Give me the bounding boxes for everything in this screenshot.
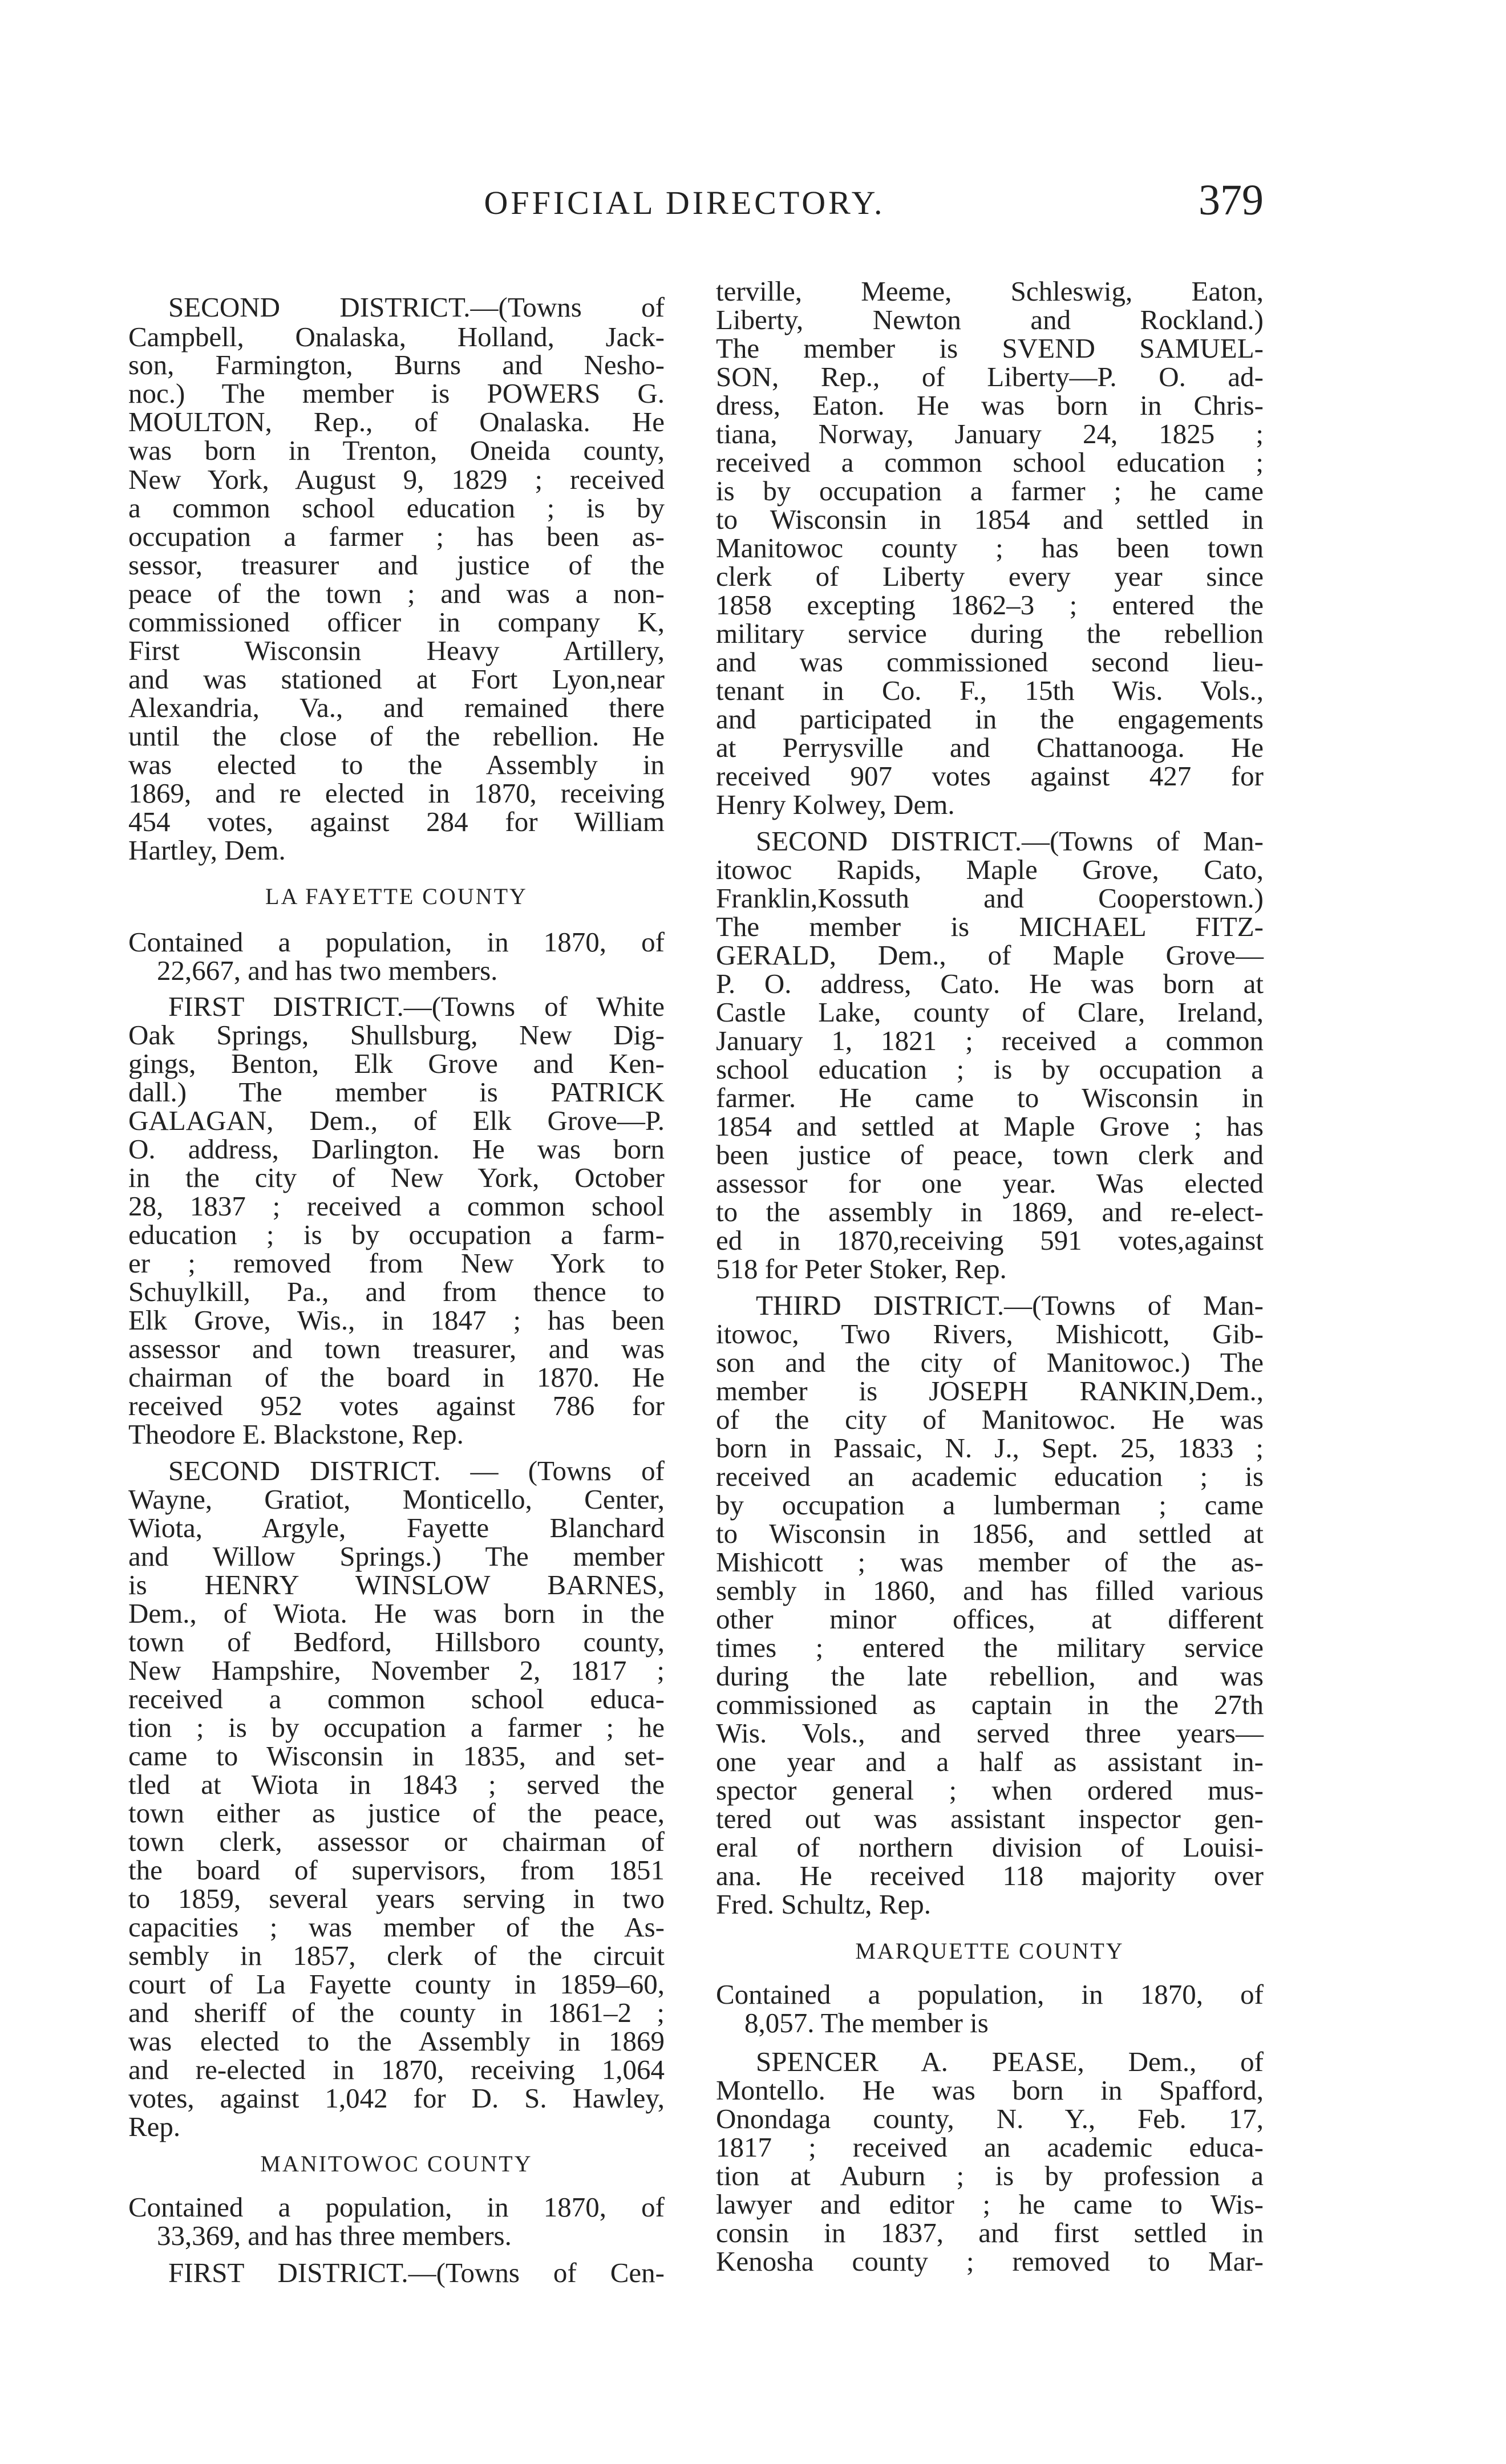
paragraph-line: Contained a population, in 1870, of bbox=[128, 926, 665, 958]
paragraph-line: times ; entered the military service bbox=[716, 1632, 1264, 1663]
paragraph-line: Campbell, Onalaska, Holland, Jack- bbox=[128, 321, 665, 352]
paragraph-line: noc.) The member is POWERS G. bbox=[128, 378, 665, 409]
paragraph-line: Alexandria, Va., and remained there bbox=[128, 692, 665, 723]
paragraph-line: 454 votes, against 284 for William bbox=[128, 806, 665, 837]
paragraph-line: Contained a population, in 1870, of bbox=[716, 1979, 1264, 2010]
page-number: 379 bbox=[1199, 176, 1264, 224]
paragraph-line: Schuylkill, Pa., and from thence to bbox=[128, 1276, 665, 1307]
paragraph-line: 28, 1837 ; received a common school bbox=[128, 1190, 665, 1222]
paragraph-line: Mishicott ; was member of the as- bbox=[716, 1546, 1264, 1578]
paragraph-line: Wayne, Gratiot, Monticello, Center, bbox=[128, 1484, 665, 1515]
paragraph-line: was born in Trenton, Oneida county, bbox=[128, 435, 665, 466]
paragraph-line: eral of northern division of Louisi- bbox=[716, 1831, 1264, 1863]
paragraph-line: Rep. bbox=[128, 2111, 181, 2142]
paragraph-line: to 1859, several years serving in two bbox=[128, 1883, 665, 1914]
paragraph-line: received a common school educa- bbox=[128, 1683, 665, 1715]
paragraph-line: member is JOSEPH RANKIN,Dem., bbox=[716, 1375, 1264, 1407]
paragraph-line: FIRST DISTRICT.—(Towns of White bbox=[168, 991, 665, 1022]
paragraph-line: tiana, Norway, January 24, 1825 ; bbox=[716, 418, 1264, 449]
paragraph-line: tion at Auburn ; is by profession a bbox=[716, 2160, 1264, 2191]
paragraph-line: clerk of Liberty every year since bbox=[716, 561, 1264, 592]
paragraph-line: Hartley, Dem. bbox=[128, 834, 286, 866]
paragraph-line: terville, Meeme, Schleswig, Eaton, bbox=[716, 275, 1264, 307]
paragraph-line: Oak Springs, Shullsburg, New Dig- bbox=[128, 1019, 665, 1051]
paragraph-line: lawyer and editor ; he came to Wis- bbox=[716, 2189, 1264, 2220]
running-header: OFFICIAL DIRECTORY. bbox=[484, 184, 885, 221]
paragraph-line: spector general ; when ordered mus- bbox=[716, 1774, 1264, 1806]
paragraph-line: tled at Wiota in 1843 ; served the bbox=[128, 1769, 665, 1800]
paragraph-line: Montello. He was born in Spafford, bbox=[716, 2074, 1264, 2106]
paragraph-line: SECOND DISTRICT. — (Towns of bbox=[168, 1455, 665, 1486]
paragraph-line: and was commissioned second lieu- bbox=[716, 646, 1264, 678]
paragraph-line: is by occupation a farmer ; he came bbox=[716, 475, 1264, 506]
paragraph-line: commissioned officer in company K, bbox=[128, 606, 665, 638]
paragraph-line: assessor for one year. Was elected bbox=[716, 1168, 1264, 1199]
paragraph-line: gings, Benton, Elk Grove and Ken- bbox=[128, 1048, 665, 1079]
paragraph-line: Wis. Vols., and served three years— bbox=[716, 1717, 1264, 1749]
paragraph-line: came to Wisconsin in 1835, and set- bbox=[128, 1740, 665, 1772]
paragraph-line: commissioned as captain in the 27th bbox=[716, 1689, 1264, 1720]
paragraph-line: Kenosha county ; removed to Mar- bbox=[716, 2246, 1264, 2277]
paragraph-line: Elk Grove, Wis., in 1847 ; has been bbox=[128, 1304, 665, 1336]
paragraph-line: and was stationed at Fort Lyon,near bbox=[128, 663, 665, 695]
paragraph-line: 1817 ; received an academic educa- bbox=[716, 2131, 1264, 2163]
paragraph-line: Contained a population, in 1870, of bbox=[128, 2191, 665, 2223]
paragraph-line: peace of the town ; and was a non- bbox=[128, 578, 665, 609]
paragraph-line: First Wisconsin Heavy Artillery, bbox=[128, 635, 665, 666]
paragraph-line: and re-elected in 1870, receiving 1,064 bbox=[128, 2054, 665, 2085]
left-column bbox=[128, 0, 665, 2464]
paragraph-line: 22,667, and has two members. bbox=[157, 955, 498, 986]
paragraph-line: The member is SVEND SAMUEL- bbox=[716, 333, 1264, 364]
paragraph-line: MOULTON, Rep., of Onalaska. He bbox=[128, 406, 665, 437]
paragraph-line: New Hampshire, November 2, 1817 ; bbox=[128, 1655, 665, 1686]
paragraph-line: 1869, and re elected in 1870, receiving bbox=[128, 777, 665, 809]
paragraph-line: itowoc Rapids, Maple Grove, Cato, bbox=[716, 854, 1264, 885]
paragraph-line: er ; removed from New York to bbox=[128, 1247, 665, 1279]
paragraph-line: SECOND DISTRICT.—(Towns of Man- bbox=[756, 825, 1264, 857]
paragraph-line: of the city of Manitowoc. He was bbox=[716, 1404, 1264, 1435]
paragraph-line: was elected to the Assembly in bbox=[128, 749, 665, 780]
paragraph-line: SPENCER A. PEASE, Dem., of bbox=[756, 2046, 1264, 2077]
paragraph-line: THIRD DISTRICT.—(Towns of Man- bbox=[756, 1290, 1264, 1321]
right-column bbox=[716, 0, 1264, 2464]
paragraph-line: to Wisconsin in 1856, and settled at bbox=[716, 1518, 1264, 1549]
paragraph-line: military service during the rebellion bbox=[716, 618, 1264, 649]
paragraph-line: received 952 votes against 786 for bbox=[128, 1390, 665, 1421]
paragraph-line: and participated in the engagements bbox=[716, 703, 1264, 735]
paragraph-line: P. O. address, Cato. He was born at bbox=[716, 968, 1264, 999]
paragraph-line: Franklin,Kossuth and Cooperstown.) bbox=[716, 882, 1264, 914]
paragraph-line: Castle Lake, county of Clare, Ireland, bbox=[716, 996, 1264, 1028]
paragraph-line: tion ; is by occupation a farmer ; he bbox=[128, 1712, 665, 1743]
county-heading: MANITOWOC COUNTY bbox=[260, 2151, 533, 2177]
paragraph-line: Henry Kolwey, Dem. bbox=[716, 789, 955, 820]
paragraph-line: GERALD, Dem., of Maple Grove— bbox=[716, 939, 1264, 971]
paragraph-line: votes, against 1,042 for D. S. Hawley, bbox=[128, 2082, 665, 2114]
paragraph-line: one year and a half as assistant in- bbox=[716, 1746, 1264, 1777]
paragraph-line: son and the city of Manitowoc.) The bbox=[716, 1347, 1264, 1378]
paragraph-line: sembly in 1860, and has filled various bbox=[716, 1575, 1264, 1606]
paragraph-line: 1854 and settled at Maple Grove ; has bbox=[716, 1111, 1264, 1142]
paragraph-line: received 907 votes against 427 for bbox=[716, 760, 1264, 792]
paragraph-line: farmer. He came to Wisconsin in bbox=[716, 1082, 1264, 1113]
paragraph-line: during the late rebellion, and was bbox=[716, 1660, 1264, 1692]
paragraph-line: sembly in 1857, clerk of the circuit bbox=[128, 1940, 665, 1971]
paragraph-line: SECOND DISTRICT.—(Towns of bbox=[168, 291, 665, 323]
paragraph-line: received a common school education ; bbox=[716, 447, 1264, 478]
paragraph-line: to Wisconsin in 1854 and settled in bbox=[716, 504, 1264, 535]
paragraph-line: The member is MICHAEL FITZ- bbox=[716, 911, 1264, 942]
paragraph-line: been justice of peace, town clerk and bbox=[716, 1139, 1264, 1170]
paragraph-line: until the close of the rebellion. He bbox=[128, 720, 665, 752]
paragraph-line: education ; is by occupation a farm- bbox=[128, 1219, 665, 1250]
paragraph-line: GALAGAN, Dem., of Elk Grove—P. bbox=[128, 1105, 665, 1136]
paragraph-line: tered out was assistant inspector gen- bbox=[716, 1803, 1264, 1834]
paragraph-line: chairman of the board in 1870. He bbox=[128, 1361, 665, 1393]
paragraph-line: January 1, 1821 ; received a common bbox=[716, 1025, 1264, 1056]
paragraph-line: Liberty, Newton and Rockland.) bbox=[716, 304, 1264, 335]
paragraph-line: FIRST DISTRICT.—(Towns of Cen- bbox=[168, 2257, 665, 2288]
paragraph-line: 1858 excepting 1862–3 ; entered the bbox=[716, 589, 1264, 621]
paragraph-line: SON, Rep., of Liberty—P. O. ad- bbox=[716, 361, 1264, 392]
paragraph-line: other minor offices, at different bbox=[716, 1603, 1264, 1635]
paragraph-line: and Willow Springs.) The member bbox=[128, 1541, 665, 1572]
paragraph-line: 33,369, and has three members. bbox=[157, 2220, 512, 2251]
paragraph-line: town of Bedford, Hillsboro county, bbox=[128, 1626, 665, 1657]
paragraph-line: Onondaga county, N. Y., Feb. 17, bbox=[716, 2103, 1264, 2134]
paragraph-line: consin in 1837, and first settled in bbox=[716, 2217, 1264, 2248]
paragraph-line: O. address, Darlington. He was born bbox=[128, 1133, 665, 1165]
paragraph-line: Theodore E. Blackstone, Rep. bbox=[128, 1419, 464, 1450]
paragraph-line: ed in 1870,receiving 591 votes,against bbox=[716, 1225, 1264, 1256]
paragraph-line: son, Farmington, Burns and Nesho- bbox=[128, 349, 665, 380]
paragraph-line: court of La Fayette county in 1859–60, bbox=[128, 1968, 665, 2000]
paragraph-line: 518 for Peter Stoker, Rep. bbox=[716, 1253, 1007, 1284]
paragraph-line: New York, August 9, 1829 ; received bbox=[128, 464, 665, 495]
paragraph-line: Fred. Schultz, Rep. bbox=[716, 1888, 931, 1920]
paragraph-line: Wiota, Argyle, Fayette Blanchard bbox=[128, 1512, 665, 1543]
paragraph-line: in the city of New York, October bbox=[128, 1162, 665, 1193]
paragraph-line: school education ; is by occupation a bbox=[716, 1053, 1264, 1085]
paragraph-line: capacities ; was member of the As- bbox=[128, 1911, 665, 1943]
paragraph-line: ana. He received 118 majority over bbox=[716, 1860, 1264, 1891]
paragraph-line: Manitowoc county ; has been town bbox=[716, 532, 1264, 564]
paragraph-line: dress, Eaton. He was born in Chris- bbox=[716, 390, 1264, 421]
paragraph-line: occupation a farmer ; has been as- bbox=[128, 521, 665, 552]
paragraph-line: to the assembly in 1869, and re-elect- bbox=[716, 1196, 1264, 1227]
paragraph-line: by occupation a lumberman ; came bbox=[716, 1489, 1264, 1521]
paragraph-line: and sheriff of the county in 1861–2 ; bbox=[128, 1997, 665, 2028]
paragraph-line: dall.) The member is PATRICK bbox=[128, 1076, 665, 1108]
county-heading: MARQUETTE COUNTY bbox=[855, 1938, 1124, 1964]
paragraph-line: sessor, treasurer and justice of the bbox=[128, 549, 665, 581]
paragraph-line: received an academic education ; is bbox=[716, 1461, 1264, 1492]
paragraph-line: was elected to the Assembly in 1869 bbox=[128, 2025, 665, 2057]
paragraph-line: town clerk, assessor or chairman of bbox=[128, 1826, 665, 1857]
county-heading: LA FAYETTE COUNTY bbox=[265, 884, 528, 909]
paragraph-line: 8,057. The member is bbox=[744, 2007, 989, 2039]
paragraph-line: the board of supervisors, from 1851 bbox=[128, 1854, 665, 1886]
paragraph-line: at Perrysville and Chattanooga. He bbox=[716, 732, 1264, 763]
paragraph-line: assessor and town treasurer, and was bbox=[128, 1333, 665, 1364]
paragraph-line: itowoc, Two Rivers, Mishicott, Gib- bbox=[716, 1318, 1264, 1349]
paragraph-line: born in Passaic, N. J., Sept. 25, 1833 ; bbox=[716, 1432, 1264, 1464]
paragraph-line: town either as justice of the peace, bbox=[128, 1797, 665, 1829]
paragraph-line: a common school education ; is by bbox=[128, 492, 665, 524]
paragraph-line: Dem., of Wiota. He was born in the bbox=[128, 1598, 665, 1629]
paragraph-line: is HENRY WINSLOW BARNES, bbox=[128, 1569, 665, 1600]
paragraph-line: tenant in Co. F., 15th Wis. Vols., bbox=[716, 675, 1264, 706]
